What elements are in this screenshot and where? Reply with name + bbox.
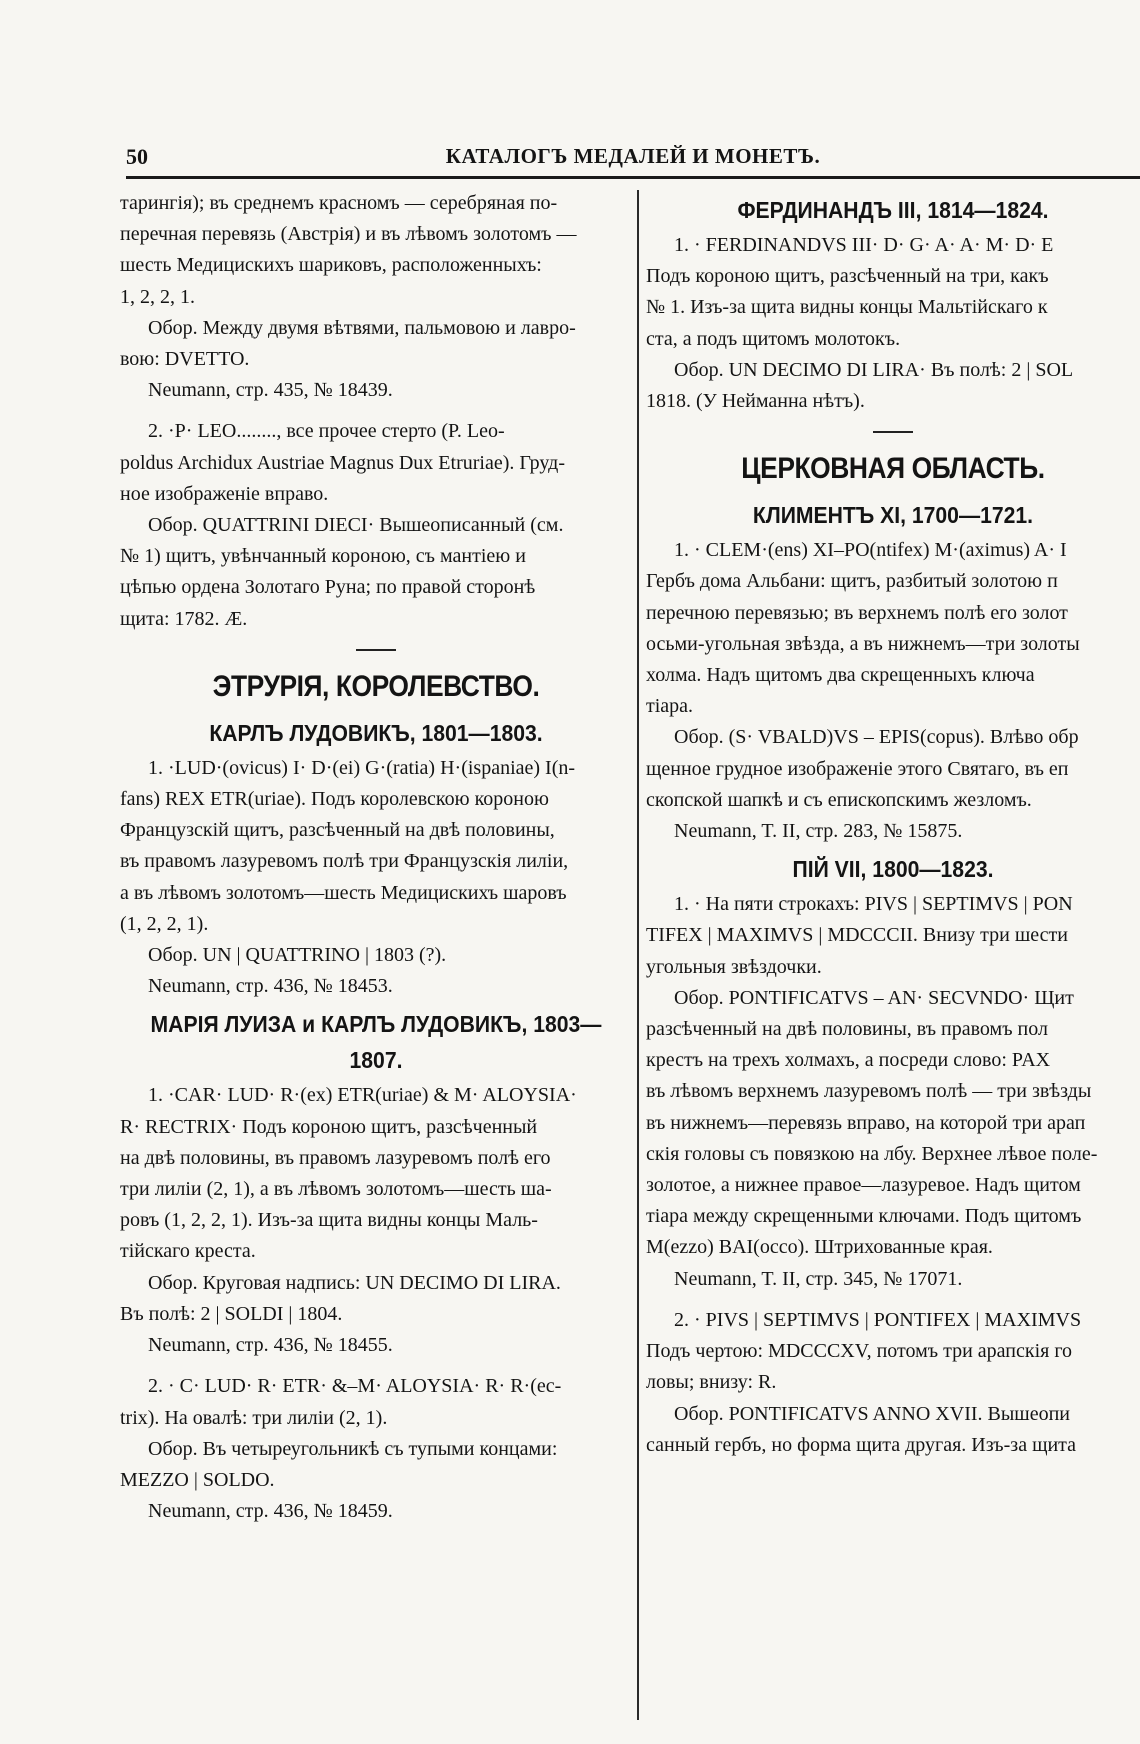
text-line: золотое, а нижнее правое—лазуревое. Надъ щитом: [646, 1174, 1081, 1197]
text-line: 2. ·P· LEO........, все прочее стерто (P. Leo-: [148, 420, 505, 443]
text-line: ровъ (1, 2, 2, 1). Изъ-за щита видны концы Маль-: [120, 1209, 538, 1232]
text-line: 2. · C· LUD· R· ETR· &–M· ALOYSIA· R· R·(ec-: [148, 1375, 562, 1398]
text-line: ловы; внизу: R.: [646, 1371, 777, 1394]
text-line: 1. · На пяти строкахъ: PIVS | SEPTIMVS | PON: [674, 893, 1073, 916]
text-line: на двѣ половины, въ правомъ лазуревомъ полѣ его: [120, 1146, 551, 1169]
text-line: trix). На овалѣ: три лиліи (2, 1).: [120, 1406, 388, 1429]
text-line: Обор. Въ четыреугольникѣ съ тупыми концами:: [148, 1437, 558, 1460]
text-line: 1818. (У Нейманна нѣтъ).: [646, 390, 865, 413]
text-line: M(ezzo) BAI(occo). Штрихованные края.: [646, 1236, 993, 1259]
text-line: TIFEX | MAXIMVS | MDCCCII. Внизу три шести: [646, 924, 1068, 947]
text-line: 1. · FERDINANDVS III· D· G· A· A· M· D· E: [674, 234, 1054, 256]
subsection-heading: ФЕРДИНАНДЪ III, 1814—1824.: [737, 197, 1049, 223]
page-number: 50: [126, 144, 148, 169]
text-line: а въ лѣвомъ золотомъ—шесть Медицискихъ шаровъ: [120, 881, 567, 904]
text-line: въ нижнемъ—перевязь вправо, на которой три арап: [646, 1111, 1086, 1134]
text-line: перечною перевязью; въ верхнемъ полѣ его золот: [646, 601, 1068, 624]
text-line: скія головы съ повязкою на лбу. Верхнее лѣвое поле-: [646, 1142, 1098, 1165]
text-line: тарингія); въ среднемъ красномъ — серебряная по-: [120, 192, 558, 214]
text-line: Обор. PONTIFICATVS – AN· SECVNDO· Щит: [674, 986, 1074, 1009]
text-line: крестъ на трехъ холмахъ, а посреди слово: PAX: [646, 1049, 1051, 1072]
subsection-heading: КЛИМЕНТЪ XI, 1700—1721.: [752, 502, 1034, 529]
text-line: Обор. Между двумя вѣтвями, пальмовою и лавро-: [148, 316, 576, 339]
separator: [356, 649, 396, 651]
running-title: КАТАЛОГЪ МЕДАЛЕЙ И МОНЕТЪ.: [445, 144, 821, 168]
text-line: санный гербъ, но форма щита другая. Изъ-за щита: [646, 1433, 1077, 1456]
text-line: fans) REX ETR(uriae). Подъ королевскою короною: [120, 788, 549, 811]
text-line: въ правомъ лазуревомъ полѣ три Французскія лиліи,: [120, 850, 569, 873]
text-line: MEZZO | SOLDO.: [120, 1468, 275, 1491]
reference-line: Neumann, стр. 436, № 18453.: [148, 975, 393, 998]
text-line: Обор. UN DECIMO DI LIRA· Въ полѣ: 2 | SOL: [674, 358, 1074, 381]
section-heading: ЭТРУРІЯ, КОРОЛЕВСТВО.: [212, 669, 540, 703]
text-line: Французскій щитъ, разсѣченный на двѣ половины,: [120, 819, 555, 842]
page-header: [126, 140, 1140, 172]
text-line: три лиліи (2, 1), а въ лѣвомъ золотомъ—шесть ша-: [120, 1178, 552, 1201]
header-rule: [126, 176, 1140, 179]
text-line: 1. ·LUD·(ovicus) I· D·(ei) G·(ratia) H·(ispaniae) I(n-: [148, 756, 576, 779]
text-line: холма. Надъ щитомъ два скрещенныхъ ключа: [646, 664, 1035, 687]
text-line: тіара.: [646, 695, 694, 718]
text-line: тіара между скрещенными ключами. Подъ щитомъ: [646, 1205, 1082, 1228]
text-line: скопской шапкѣ и съ епископскимъ жезломъ.: [646, 788, 1032, 811]
text-line: тійскаго креста.: [120, 1240, 256, 1263]
subsection-heading: МАРІЯ ЛУИЗА и КАРЛЪ ЛУДОВИКЪ, 1803—1807.: [150, 1011, 602, 1074]
text-line: вою: DVETTO.: [120, 348, 250, 371]
text-line: 1, 2, 2, 1.: [120, 285, 195, 308]
left-column: [120, 188, 632, 1527]
text-line: щита: 1782. Æ.: [120, 607, 248, 630]
text-line: poldus Archidux Austriae Magnus Dux Etruriae). Груд-: [120, 451, 565, 474]
text-line: цѣпью ордена Золотаго Руна; по правой сторонѣ: [120, 576, 536, 599]
text-line: Гербъ дома Альбани: щитъ, разбитый золотою п: [646, 570, 1058, 593]
text-line: разсѣченный на двѣ половины, въ правомъ пол: [646, 1018, 1048, 1041]
text-line: Обор. Круговая надпись: UN DECIMO DI LIRA.: [148, 1271, 561, 1294]
text-line: въ лѣвомъ верхнемъ лазуревомъ полѣ — три звѣзды: [646, 1080, 1092, 1103]
right-column: [646, 188, 1140, 1461]
text-line: перечная перевязь (Австрія) и въ лѣвомъ золотомъ —: [120, 223, 577, 246]
text-line: 2. · PIVS | SEPTIMVS | PONTIFEX | MAXIMVS: [674, 1308, 1082, 1331]
reference-line: Neumann, T. II, стр. 283, № 15875.: [674, 820, 963, 843]
text-line: Подъ чертою: MDCCCXV, потомъ три арапскія го: [646, 1340, 1073, 1363]
text-line: Подъ короною щитъ, разсѣченный на три, какъ: [646, 265, 1049, 288]
text-line: Обор. PONTIFICATVS ANNO XVII. Вышеопи: [674, 1402, 1070, 1425]
subsection-heading: КАРЛЪ ЛУДОВИКЪ, 1801—1803.: [209, 719, 543, 746]
reference-line: Neumann, стр. 436, № 18455.: [148, 1334, 393, 1357]
separator: [873, 431, 913, 433]
text-line: 1. · CLEM·(ens) XI–PO(ntifex) M·(aximus) A· I: [674, 539, 1067, 562]
text-line: (1, 2, 2, 1).: [120, 912, 209, 935]
text-line: осьми-угольная звѣзда, а въ нижнемъ—три золоты: [646, 632, 1080, 655]
reference-line: Neumann, стр. 435, № 18439.: [148, 379, 393, 402]
text-line: Въ полѣ: 2 | SOLDI | 1804.: [120, 1302, 343, 1325]
subsection-heading: ПІЙ VII, 1800—1823.: [792, 856, 994, 883]
text-line: Обор. (S· VBALD)VS – EPIS(copus). Влѣво обр: [674, 726, 1079, 749]
text-line: щенное грудное изображеніе этого Святаго, въ еп: [646, 757, 1069, 780]
text-line: Обор. UN | QUATTRINO | 1803 (?).: [148, 944, 447, 967]
text-line: ста, а подъ щитомъ молотокъ.: [646, 327, 901, 350]
section-heading: ЦЕРКОВНАЯ ОБЛАСТЬ.: [741, 452, 1045, 486]
text-line: № 1. Изъ-за щита видны концы Мальтійскаго к: [646, 296, 1048, 319]
text-line: шесть Медицискихъ шариковъ, расположенныхъ:: [120, 254, 542, 277]
text-line: R· RECTRIX· Подъ короною щитъ, разсѣченный: [120, 1115, 538, 1138]
text-line: 1. ·CAR· LUD· R·(ex) ETR(uriae) & M· ALOYSIA·: [148, 1084, 577, 1107]
text-line: № 1) щитъ, увѣнчанный короною, съ мантіею и: [120, 545, 526, 568]
reference-line: Neumann, стр. 436, № 18459.: [148, 1500, 393, 1523]
text-line: ное изображеніе вправо.: [120, 482, 329, 505]
column-divider: [637, 190, 639, 1720]
reference-line: Neumann, T. II, стр. 345, № 17071.: [674, 1267, 963, 1290]
text-line: угольныя звѣздочки.: [646, 955, 822, 978]
text-line: Обор. QUATTRINI DIECI· Вышеописанный (см.: [148, 514, 564, 537]
